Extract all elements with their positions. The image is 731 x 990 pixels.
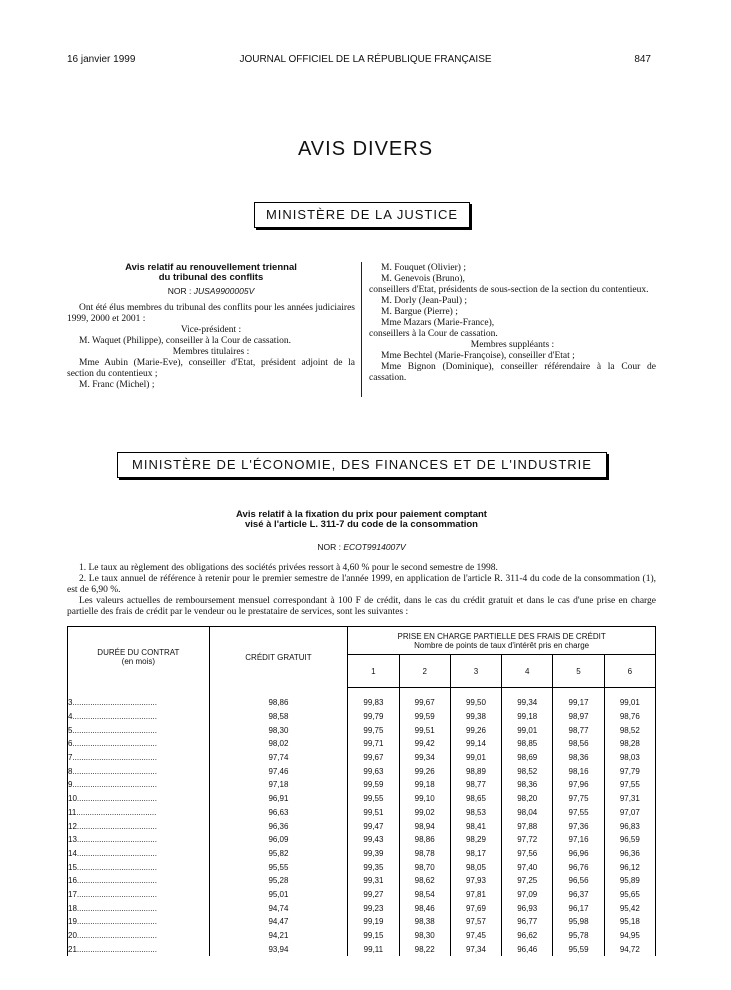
leader-dots: ......................................	[72, 766, 157, 776]
cell-point-value: 99,67	[348, 751, 399, 765]
cell-credit-gratuit: 94,21	[209, 929, 348, 943]
col-duree-sublabel: (en mois)	[121, 657, 155, 667]
cell-point-value: 95,89	[604, 874, 655, 888]
cell-point-value: 99,14	[450, 737, 501, 751]
cell-point-value: 98,70	[399, 860, 450, 874]
cell-point-value: 98,38	[399, 915, 450, 929]
cell-point-value: 99,01	[450, 751, 501, 765]
cell-point-value: 98,20	[502, 792, 553, 806]
col-header-point: 5	[553, 655, 604, 688]
leader-dots: ......................................	[72, 753, 157, 763]
cell-point-value: 99,26	[450, 723, 501, 737]
notice1-right-column	[369, 263, 656, 384]
cell-point-value: 96,76	[553, 860, 604, 874]
col-prise-sublabel: Nombre de points de taux d'intérêt pris en charge	[414, 640, 590, 650]
cell-point-value: 99,67	[399, 696, 450, 710]
cell-credit-gratuit: 97,18	[209, 778, 348, 792]
cell-point-value: 96,77	[502, 915, 553, 929]
cell-credit-gratuit: 94,74	[209, 901, 348, 915]
cell-point-value: 99,35	[348, 860, 399, 874]
notice2-title-line1: Avis relatif à la fixation du prix pour paiement comptant	[236, 509, 487, 520]
cell-point-value: 99,01	[604, 696, 655, 710]
cell-point-value: 97,55	[553, 806, 604, 820]
cell-point-value: 97,75	[553, 792, 604, 806]
table-row	[68, 696, 656, 710]
cell-point-value: 96,37	[553, 888, 604, 902]
leader-dots: ....................................	[76, 835, 157, 845]
table-row	[68, 737, 656, 751]
cell-point-value: 98,85	[502, 737, 553, 751]
cell-credit-gratuit: 93,94	[209, 942, 348, 956]
notice1-para: Mme Bechtel (Marie-Françoise), conseiller d'Etat ;	[381, 351, 575, 361]
cell-credit-gratuit: 98,30	[209, 723, 348, 737]
cell-point-value: 97,81	[450, 888, 501, 902]
cell-point-value: 99,01	[502, 723, 553, 737]
cell-point-value: 95,42	[604, 901, 655, 915]
cell-duree	[68, 751, 210, 765]
cell-duree	[68, 888, 210, 902]
duree-value: 16	[68, 876, 77, 886]
cell-point-value: 98,05	[450, 860, 501, 874]
table-row	[68, 710, 656, 724]
cell-point-value: 99,17	[553, 696, 604, 710]
cell-point-value: 98,28	[604, 737, 655, 751]
duree-value: 8	[68, 766, 73, 776]
table-row	[68, 792, 656, 806]
cell-point-value: 97,57	[450, 915, 501, 929]
cell-point-value: 98,36	[553, 751, 604, 765]
cell-duree	[68, 696, 210, 710]
cell-point-value: 98,76	[604, 710, 655, 724]
cell-point-value: 96,62	[502, 929, 553, 943]
cell-point-value: 98,52	[604, 723, 655, 737]
cell-point-value: 99,23	[348, 901, 399, 915]
cell-point-value: 96,96	[553, 847, 604, 861]
cell-point-value: 95,59	[553, 942, 604, 956]
notice1-left-column	[67, 263, 355, 391]
leader-dots: ......................................	[72, 739, 157, 749]
notice1-para: M. Dorly (Jean-Paul) ;	[381, 296, 468, 306]
notice1-nor	[67, 286, 355, 297]
notice2-title	[67, 510, 656, 530]
leader-dots: ....................................	[76, 931, 157, 941]
cell-credit-gratuit: 96,91	[209, 792, 348, 806]
leader-dots: ....................................	[76, 889, 157, 899]
leader-dots: ....................................	[76, 862, 157, 872]
cell-point-value: 98,69	[502, 751, 553, 765]
cell-point-value: 99,11	[348, 942, 399, 956]
table-row	[68, 888, 656, 902]
cell-point-value: 99,34	[399, 751, 450, 765]
cell-point-value: 98,30	[399, 929, 450, 943]
table-row	[68, 778, 656, 792]
duree-value: 9	[68, 780, 73, 790]
col-header-credit	[209, 627, 348, 688]
cell-point-value: 99,83	[348, 696, 399, 710]
cell-duree	[68, 806, 210, 820]
cell-point-value: 95,65	[604, 888, 655, 902]
cell-point-value: 97,45	[450, 929, 501, 943]
cell-point-value: 99,10	[399, 792, 450, 806]
duree-value: 4	[68, 712, 73, 722]
cell-point-value: 94,95	[604, 929, 655, 943]
cell-point-value: 99,34	[502, 696, 553, 710]
cell-credit-gratuit: 96,09	[209, 833, 348, 847]
cell-point-value: 98,62	[399, 874, 450, 888]
duree-value: 5	[68, 725, 73, 735]
cell-point-value: 98,78	[399, 847, 450, 861]
duree-value: 6	[68, 739, 73, 749]
notice1-para: conseillers à la Cour de cassation.	[369, 329, 498, 339]
cell-point-value: 96,17	[553, 901, 604, 915]
leader-dots: ......................................	[72, 725, 157, 735]
cell-point-value: 99,43	[348, 833, 399, 847]
cell-point-value: 97,31	[604, 792, 655, 806]
cell-point-value: 98,54	[399, 888, 450, 902]
cell-point-value: 97,40	[502, 860, 553, 874]
notice1-para: Mme Aubin (Marie-Eve), conseiller d'Etat, président adjoint de la section du contentieux ;	[67, 358, 355, 379]
table-body	[68, 688, 656, 957]
cell-point-value: 98,77	[553, 723, 604, 737]
notice1-role: Membres suppléants :	[470, 340, 555, 350]
table-row	[68, 860, 656, 874]
notice2-body	[67, 563, 656, 618]
table-row	[68, 915, 656, 929]
cell-point-value: 96,12	[604, 860, 655, 874]
cell-credit-gratuit: 95,82	[209, 847, 348, 861]
cell-point-value: 97,79	[604, 764, 655, 778]
notice1-role: Vice-président :	[180, 325, 242, 335]
cell-point-value: 96,56	[553, 874, 604, 888]
cell-point-value: 95,18	[604, 915, 655, 929]
duree-value: 13	[68, 835, 77, 845]
cell-point-value: 98,65	[450, 792, 501, 806]
col-duree-label: DURÉE DU CONTRAT	[97, 648, 180, 658]
duree-value: 7	[68, 753, 73, 763]
cell-point-value: 98,77	[450, 778, 501, 792]
cell-point-value: 98,97	[553, 710, 604, 724]
cell-point-value: 96,46	[502, 942, 553, 956]
col-header-point: 4	[502, 655, 553, 688]
cell-point-value: 98,89	[450, 764, 501, 778]
cell-point-value: 98,94	[399, 819, 450, 833]
cell-point-value: 98,46	[399, 901, 450, 915]
section-title: AVIS DIVERS	[297, 138, 434, 160]
table-row	[68, 819, 656, 833]
cell-duree	[68, 723, 210, 737]
duree-value: 18	[68, 903, 77, 913]
column-divider	[361, 262, 362, 397]
cell-duree	[68, 901, 210, 915]
notice1-para: Mme Bignon (Dominique), conseiller référendaire à la Cour de cassation.	[369, 362, 656, 383]
ministry-justice-heading: MINISTÈRE DE LA JUSTICE	[254, 202, 470, 228]
duree-value: 15	[68, 862, 77, 872]
notice2-nor	[67, 542, 656, 552]
cell-credit-gratuit: 96,63	[209, 806, 348, 820]
cell-point-value: 97,69	[450, 901, 501, 915]
leader-dots: ......................................	[72, 780, 157, 790]
notice1-para: M. Fouquet (Olivier) ;	[381, 263, 466, 273]
cell-point-value: 98,53	[450, 806, 501, 820]
cell-point-value: 98,29	[450, 833, 501, 847]
cell-point-value: 99,55	[348, 792, 399, 806]
col-header-point: 1	[348, 655, 399, 688]
cell-point-value: 99,27	[348, 888, 399, 902]
cell-point-value: 94,72	[604, 942, 655, 956]
cell-point-value: 99,51	[399, 723, 450, 737]
cell-point-value: 99,19	[348, 915, 399, 929]
cell-point-value: 99,02	[399, 806, 450, 820]
cell-duree	[68, 847, 210, 861]
col-prise-label: PRISE EN CHARGE PARTIELLE DES FRAIS DE CRÉDIT	[397, 631, 606, 641]
notice1-title-line2: du tribunal des conflits	[158, 272, 264, 283]
notice1-para: M. Waquet (Philippe), conseiller à la Cour de cassation.	[79, 336, 291, 346]
cell-credit-gratuit: 95,01	[209, 888, 348, 902]
col-header-duree	[68, 627, 210, 688]
cell-point-value: 97,09	[502, 888, 553, 902]
nor-code: JUSA9900005V	[193, 286, 255, 296]
nor-code: ECOT9914007V	[343, 542, 406, 552]
cell-credit-gratuit: 98,58	[209, 710, 348, 724]
table-row	[68, 723, 656, 737]
cell-credit-gratuit: 98,86	[209, 696, 348, 710]
cell-point-value: 98,16	[553, 764, 604, 778]
cell-point-value: 97,07	[604, 806, 655, 820]
cell-duree	[68, 929, 210, 943]
leader-dots: ....................................	[76, 944, 157, 954]
table-row	[68, 874, 656, 888]
cell-duree	[68, 737, 210, 751]
notice1-para: M. Bargue (Pierre) ;	[381, 307, 458, 317]
leader-dots: ....................................	[76, 876, 157, 886]
cell-point-value: 96,59	[604, 833, 655, 847]
repayment-table	[67, 626, 656, 956]
table-row	[68, 942, 656, 956]
cell-point-value: 99,18	[399, 778, 450, 792]
cell-point-value: 99,50	[450, 696, 501, 710]
cell-point-value: 98,03	[604, 751, 655, 765]
cell-point-value: 99,59	[399, 710, 450, 724]
table-row	[68, 806, 656, 820]
cell-credit-gratuit: 94,47	[209, 915, 348, 929]
cell-point-value: 99,71	[348, 737, 399, 751]
notice1-para: Mme Mazars (Marie-France),	[381, 318, 495, 328]
notice1-para: conseillers d'Etat, présidents de sous-section de la section du contentieux.	[369, 285, 649, 295]
cell-point-value: 99,51	[348, 806, 399, 820]
cell-point-value: 99,18	[502, 710, 553, 724]
table-row	[68, 929, 656, 943]
cell-credit-gratuit: 98,02	[209, 737, 348, 751]
cell-point-value: 98,04	[502, 806, 553, 820]
cell-point-value: 97,72	[502, 833, 553, 847]
cell-duree	[68, 874, 210, 888]
col-header-point: 2	[399, 655, 450, 688]
cell-point-value: 99,59	[348, 778, 399, 792]
cell-point-value: 96,83	[604, 819, 655, 833]
cell-point-value: 99,15	[348, 929, 399, 943]
leader-dots: ....................................	[76, 794, 157, 804]
cell-duree	[68, 819, 210, 833]
notice1-title-line1: Avis relatif au renouvellement triennal	[125, 262, 297, 273]
duree-value: 14	[68, 848, 77, 858]
cell-point-value: 99,79	[348, 710, 399, 724]
cell-point-value: 96,36	[604, 847, 655, 861]
table-row	[68, 764, 656, 778]
cell-point-value: 97,88	[502, 819, 553, 833]
cell-point-value: 99,75	[348, 723, 399, 737]
cell-point-value: 97,55	[604, 778, 655, 792]
cell-duree	[68, 915, 210, 929]
cell-credit-gratuit: 95,28	[209, 874, 348, 888]
leader-dots: ......................................	[72, 698, 157, 708]
cell-point-value: 95,98	[553, 915, 604, 929]
notice2-title-line2: visé à l'article L. 311-7 du code de la consommation	[245, 519, 478, 530]
cell-point-value: 95,78	[553, 929, 604, 943]
header-journal: JOURNAL OFFICIEL DE LA RÉPUBLIQUE FRANÇAISE	[239, 54, 492, 65]
cell-credit-gratuit: 97,74	[209, 751, 348, 765]
notice1-para: M. Franc (Michel) ;	[79, 380, 155, 390]
nor-label: NOR :	[167, 286, 192, 296]
cell-point-value: 98,52	[502, 764, 553, 778]
cell-point-value: 97,16	[553, 833, 604, 847]
cell-point-value: 96,93	[502, 901, 553, 915]
col-header-point: 6	[604, 655, 655, 688]
cell-point-value: 97,56	[502, 847, 553, 861]
notice2-para-1: 1. Le taux au règlement des obligations des sociétés privées ressort à 4,60 % pour le second semestre de 1998.	[79, 563, 498, 573]
leader-dots: ....................................	[76, 807, 157, 817]
cell-duree	[68, 792, 210, 806]
cell-point-value: 97,36	[553, 819, 604, 833]
cell-duree	[68, 942, 210, 956]
cell-point-value: 97,34	[450, 942, 501, 956]
duree-value: 17	[68, 889, 77, 899]
cell-duree	[68, 778, 210, 792]
duree-value: 10	[68, 794, 77, 804]
cell-point-value: 98,56	[553, 737, 604, 751]
cell-point-value: 99,63	[348, 764, 399, 778]
notice1-para: M. Genevois (Bruno),	[381, 274, 465, 284]
table-row	[68, 847, 656, 861]
cell-credit-gratuit: 95,55	[209, 860, 348, 874]
leader-dots: ....................................	[76, 821, 157, 831]
cell-point-value: 97,96	[553, 778, 604, 792]
cell-point-value: 99,39	[348, 847, 399, 861]
notice2-para-2: 2. Le taux annuel de référence à retenir pour le premier semestre de l'année 1999, en application de l'article R. 311-4 du code de la consommation (1), est de 6,90 %.	[67, 574, 656, 595]
notice1-para: Ont été élus membres du tribunal des conflits pour les années judiciaires 1999, 2000 et 2001 :	[67, 303, 355, 324]
duree-value: 12	[68, 821, 77, 831]
header-date: 16 janvier 1999	[67, 54, 136, 65]
cell-point-value: 99,42	[399, 737, 450, 751]
cell-duree	[68, 710, 210, 724]
cell-point-value: 99,38	[450, 710, 501, 724]
cell-duree	[68, 860, 210, 874]
ministry-economie-heading: MINISTÈRE DE L'ÉCONOMIE, DES FINANCES ET DE L'INDUSTRIE	[117, 452, 607, 478]
notice1-role: Membres titulaires :	[172, 347, 250, 357]
duree-value: 11	[68, 807, 77, 817]
nor-label: NOR :	[317, 542, 341, 552]
cell-credit-gratuit: 97,46	[209, 764, 348, 778]
cell-point-value: 98,22	[399, 942, 450, 956]
col-credit-label: CRÉDIT GRATUIT	[245, 652, 312, 662]
notice2-para-3: Les valeurs actuelles de remboursement mensuel correspondant à 100 F de crédit, dans le cas du crédit gratuit et dans le cas d'une prise en charge partielle des frais de crédit par le vendeur ou le prestataire de services, sont les suivantes :	[67, 596, 656, 617]
cell-point-value: 97,25	[502, 874, 553, 888]
cell-duree	[68, 764, 210, 778]
cell-point-value: 97,93	[450, 874, 501, 888]
leader-dots: ....................................	[76, 903, 157, 913]
leader-dots: ......................................	[72, 712, 157, 722]
cell-point-value: 98,36	[502, 778, 553, 792]
col-header-point: 3	[450, 655, 501, 688]
cell-point-value: 99,31	[348, 874, 399, 888]
table-row	[68, 901, 656, 915]
cell-point-value: 99,47	[348, 819, 399, 833]
duree-value: 3	[68, 698, 73, 708]
cell-duree	[68, 833, 210, 847]
cell-point-value: 98,86	[399, 833, 450, 847]
cell-point-value: 99,26	[399, 764, 450, 778]
duree-value: 19	[68, 917, 77, 927]
cell-point-value: 98,17	[450, 847, 501, 861]
table-row	[68, 833, 656, 847]
duree-value: 20	[68, 931, 77, 941]
leader-dots: ....................................	[76, 917, 157, 927]
cell-credit-gratuit: 96,36	[209, 819, 348, 833]
header-page-number: 847	[634, 54, 651, 65]
leader-dots: ....................................	[76, 848, 157, 858]
duree-value: 21	[68, 944, 77, 954]
col-header-prise	[348, 627, 656, 655]
cell-point-value: 98,41	[450, 819, 501, 833]
table-row	[68, 751, 656, 765]
